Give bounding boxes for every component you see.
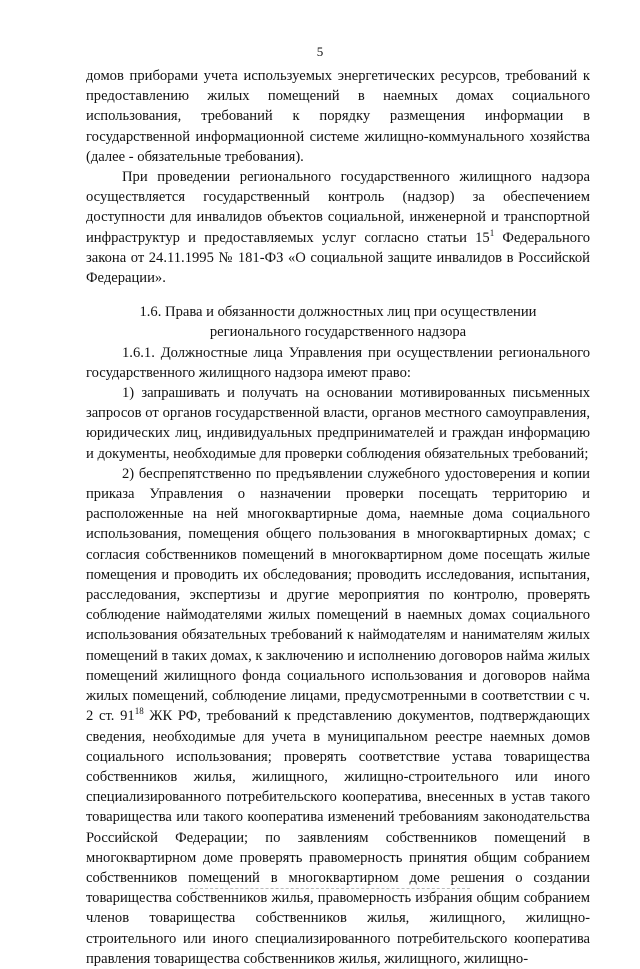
paragraph-accessibility-control	[86, 167, 590, 288]
superscript: 18	[134, 706, 144, 717]
paragraph-text: Федерального закона от 24.11.1995 № 181-ФЗ «О социальной защите инвалидов в Российской Федерации».	[86, 229, 590, 287]
paragraph-text: ЖК РФ, требований к представлению документов, подтверждающих сведения, необходимые для учета в муниципальном реестре наемных домов социального использования; проверять соответствие устава товарищества собственников жилья, жилищного, жилищно-строительного или иного специализированного потребительского кооператива, внесенных в устав такого товарищества или такого кооператива изменений требованиям законодательства Российской Федерации; по заявлениям собственников помещений в многоквартирном доме проверять правомерность принятия общим собранием собственников помещений в многоквартирном доме решения о создании товарищества собственников жилья, правомерность избрания общим собранием членов товарищества собственников жилья, жилищного, жилищно-строительного или иного специализированного потребительского кооператива правления товарищества собственников жилья, жилищного, жилищно-	[86, 708, 590, 967]
superscript: 1	[489, 227, 495, 238]
list-item-1: 1) запрашивать и получать на основании мотивированных письменных запросов от органов государственной власти, органов местного самоуправления, юридических лиц, индивидуальных предпринимателей и граждан информацию и документы, необходимые для проверки соблюдения обязательных требований;	[86, 385, 590, 462]
section-heading	[86, 302, 590, 342]
list-item-2	[86, 464, 590, 969]
paragraph-continuation: домов приборами учета используемых энергетических ресурсов, требований к предоставлению жилых помещений в наемных домах социального использования, требований к порядку размещения информации в государственной информационной системе жилищно-коммунального хозяйства (далее - обязательные требования).	[86, 68, 590, 165]
footer-divider	[190, 888, 470, 889]
paragraph-text: 2) беспрепятственно по предъявлении служебного удостоверения и копии приказа Управления о назначении проверки посещать территорию и расположенные на ней многоквартирные дома, наемные дома социального использования, помещения общего пользования в многоквартирных домах; с согласия собственников помещений в многоквартирном доме посещать жилые помещения и проводить их обследования; проводить исследования, испытания, расследования, экспертизы и другие мероприятия по контролю, проверять соблюдение наймодателями жилых помещений в наемных домах социального использования обязательных требований к наймодателям и нанимателям жилых помещений в таких домах, к заключению и исполнению договоров найма жилых помещений жилищного фонда социального использования и договоров найма жилых помещений, соблюдение лицами, предусмотренными в соответствии с ч. 2 ст. 91	[86, 465, 590, 725]
document-body	[86, 66, 590, 969]
paragraph-text: При проведении регионального государственного жилищного надзора осуществляется государственный контроль (надзор) за обеспечением доступности для инвалидов объектов социальной, инженерной и транспортной инфраструктур и предоставляемых услуг согласно статьи 15	[86, 169, 590, 246]
heading-line: 1.6. Права и обязанности должностных лиц при осуществлении	[139, 304, 537, 321]
heading-line: регионального государственного надзора	[209, 324, 467, 341]
page-number: 5	[316, 44, 324, 59]
paragraph-rights-intro: 1.6.1. Должностные лица Управления при осуществлении регионального государственного жилищного надзора имеют право:	[86, 344, 590, 381]
